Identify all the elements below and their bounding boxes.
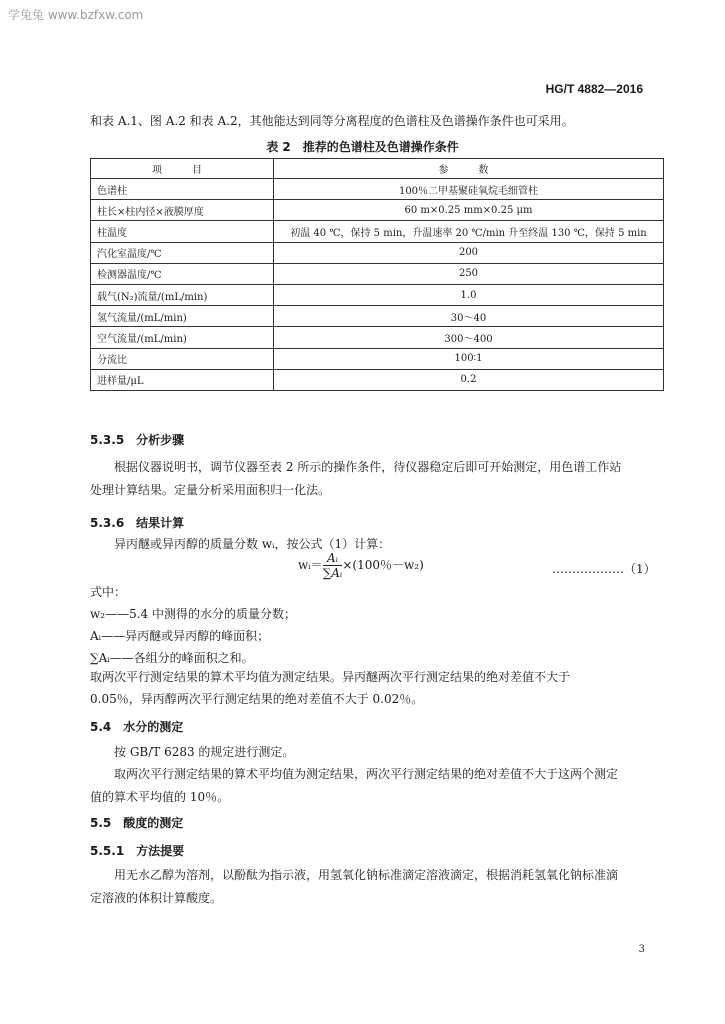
formula-fraction [323, 551, 343, 580]
table-row [91, 200, 664, 221]
s54-line-2: 取两次平行测定结果的算术平均值为测定结果，两次平行测定结果的绝对差值不大于这两个测定 [114, 767, 619, 781]
s551-line-2: 定溶液的体积计算酸度。 [90, 891, 223, 905]
row-param-cell: 60 m×0.25 mm×0.25 μm [274, 200, 664, 221]
formula [298, 551, 424, 580]
table-row [91, 369, 664, 390]
row-param-cell: 0.2 [274, 369, 664, 390]
row-param-cell: 250 [274, 263, 664, 284]
table-row [91, 242, 664, 263]
table-row [91, 306, 664, 327]
s536-result-line-2: 0.05％，异丙醇两次平行测定结果的绝对差值不大于 0.02％。 [90, 692, 424, 706]
s54-line-3: 值的算术平均值的 10％。 [90, 790, 230, 804]
conditions-table [90, 158, 664, 391]
formula-rhs: ×(100％－w₂) [342, 558, 424, 572]
s536-result-line-1: 取两次平行测定结果的算术平均值为测定结果。异丙醚两次平行测定结果的绝对差值不大于 [90, 670, 571, 684]
s536-intro: 异丙醚或异丙醇的质量分数 wᵢ，按公式（1）计算： [114, 537, 391, 551]
s551-line-1: 用无水乙醇为溶剂，以酚酞为指示液，用氢氧化钠标准滴定溶液滴定，根据消耗氢氧化钠标准滴 [114, 868, 619, 882]
def-w2: w₂——5.4 中测得的水分的质量分数； [90, 607, 296, 621]
s54-line-1: 按 GB/T 6283 的规定进行测定。 [114, 745, 295, 759]
row-param-cell: 200 [274, 242, 664, 263]
row-item-cell: 柱温度 [91, 221, 274, 242]
where-label: 式中： [90, 585, 127, 599]
row-item-cell: 检测器温度/℃ [91, 263, 274, 284]
table-row [91, 221, 664, 242]
row-item-cell: 氢气流量/(mL/min) [91, 306, 274, 327]
row-item-cell: 柱长×柱内径×液膜厚度 [91, 200, 274, 221]
row-item-cell: 空气流量/(mL/min) [91, 327, 274, 348]
table-header-row [91, 159, 664, 179]
row-param-cell: 初温 40 ℃，保持 5 min，升温速率 20 ℃/min 升至终温 130 ℃，保持 5 min [274, 221, 664, 242]
table-row [91, 179, 664, 200]
table-caption: 表 2 推荐的色谱柱及色谱操作条件 [266, 140, 459, 154]
row-item-cell: 进样量/μL [91, 369, 274, 390]
table-row [91, 284, 664, 305]
formula-lhs: wᵢ＝ [298, 558, 323, 572]
row-item-cell: 色谱柱 [91, 179, 274, 200]
row-param-cell: 100∶1 [274, 348, 664, 369]
row-param-cell: 1.0 [274, 284, 664, 305]
def-ai: Aᵢ——异丙醚或异丙醇的峰面积； [90, 629, 270, 643]
def-sum-ai: ∑Aᵢ——各组分的峰面积之和。 [90, 651, 254, 665]
standard-number: HG/T 4882—2016 [545, 82, 643, 96]
header-param: 参 数 [274, 159, 664, 179]
section-5-3-6-heading: 5.3.6 结果计算 [90, 516, 185, 530]
s535-line-1: 根据仪器说明书，调节仪器至表 2 所示的操作条件，待仪器稳定后即可开始测定，用色谱工作站 [114, 460, 622, 474]
table-row [91, 348, 664, 369]
formula-number: ………………（1） [552, 562, 656, 576]
formula-denominator: ∑Aᵢ [322, 566, 343, 580]
page-number: 3 [638, 944, 645, 955]
section-5-5-1-heading: 5.5.1 方法提要 [90, 844, 185, 858]
row-item-cell: 汽化室温度/℃ [91, 242, 274, 263]
table-row [91, 327, 664, 348]
row-param-cell: 30～40 [274, 306, 664, 327]
watermark: 学兔兔 www.bzfxw.com [8, 8, 144, 22]
formula-numerator: Aᵢ [323, 551, 343, 566]
row-param-cell: 100％二甲基聚硅氧烷毛细管柱 [274, 179, 664, 200]
s535-line-2: 处理计算结果。定量分析采用面积归一化法。 [90, 483, 331, 497]
row-item-cell: 载气(N₂)流量/(mL/min) [91, 284, 274, 305]
header-item: 项 目 [91, 159, 274, 179]
section-5-4-heading: 5.4 水分的测定 [90, 720, 184, 734]
table-row [91, 263, 664, 284]
row-item-cell: 分流比 [91, 348, 274, 369]
section-5-5-heading: 5.5 酸度的测定 [90, 816, 184, 830]
intro-line: 和表 A.1、图 A.2 和表 A.2，其他能达到同等分离程度的色谱柱及色谱操作条件也可采用。 [90, 114, 574, 128]
row-param-cell: 300～400 [274, 327, 664, 348]
section-5-3-5-heading: 5.3.5 分析步骤 [90, 433, 185, 447]
